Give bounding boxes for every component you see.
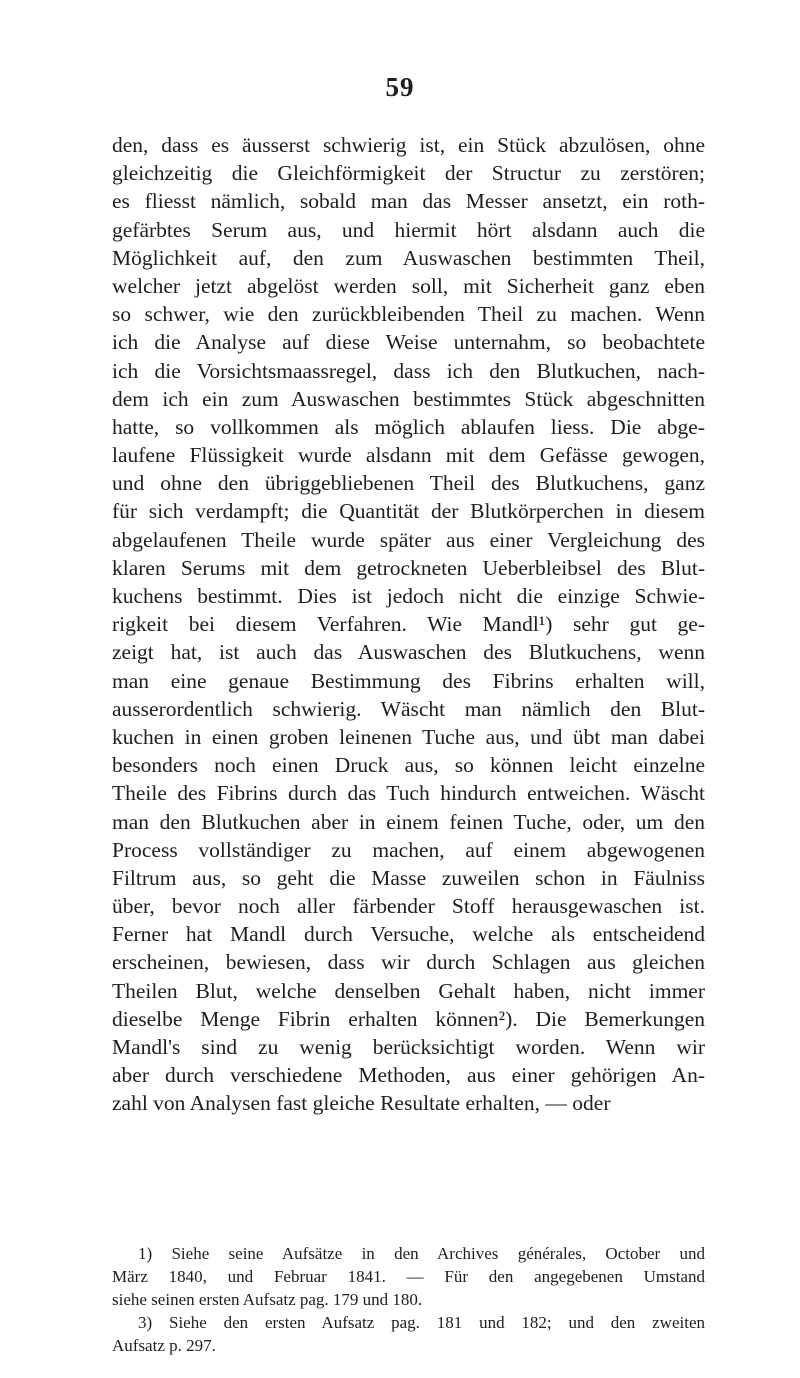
text-line: Filtrum aus, so geht die Masse zuweilen schon in Fäulniss	[112, 865, 705, 890]
text-line: klaren Serums mit dem getrockneten Ueberbleibsel des Blut-	[112, 555, 705, 580]
text-line: ich die Analyse auf diese Weise unternahm, so beobachtete	[112, 330, 705, 355]
text-line: dem ich ein zum Auswaschen bestimmtes Stück abgeschnitten	[112, 386, 705, 411]
text-line: es fliesst nämlich, sobald man das Messer ansetzt, ein roth-	[112, 189, 705, 214]
text-line: und ohne den übriggebliebenen Theil des Blutkuchens, ganz	[112, 471, 705, 496]
text-line: gefärbtes Serum aus, und hiermit hört alsdann auch die	[112, 217, 705, 242]
text-line: welcher jetzt abgelöst werden soll, mit Sicherheit ganz eben	[112, 273, 705, 298]
text-line: Möglichkeit auf, den zum Auswaschen bestimmten Theil,	[112, 245, 705, 270]
text-line: Theile des Fibrins durch das Tuch hindurch entweichen. Wäscht	[112, 781, 705, 806]
text-line: Theilen Blut, welche denselben Gehalt haben, nicht immer	[112, 978, 705, 1003]
text-line: Mandl's sind zu wenig berücksichtigt worden. Wenn wir	[112, 1035, 705, 1059]
text-line: hatte, so vollkommen als möglich ablaufen liess. Die abge-	[112, 414, 705, 439]
text-line: für sich verdampft; die Quantität der Blutkörperchen in diesem	[112, 499, 705, 524]
footnote-line: Aufsatz p. 297.	[112, 1336, 216, 1355]
text-line: dieselbe Menge Fibrin erhalten können²). Die Bemerkungen	[112, 1006, 705, 1031]
text-line: abgelaufenen Theile wurde später aus einer Vergleichung des	[112, 527, 705, 552]
text-line: kuchen in einen groben leinenen Tuche aus, und übt man dabei	[112, 724, 705, 749]
footnote-line: siehe seinen ersten Aufsatz pag. 179 und 180.	[112, 1290, 423, 1309]
text-line: besonders noch einen Druck aus, so können leicht einzelne	[112, 753, 705, 778]
body-text	[112, 131, 705, 1118]
text-line: ich die Vorsichtsmaassregel, dass ich den Blutkuchen, nach-	[112, 358, 705, 383]
text-line: zeigt hat, ist auch das Auswaschen des Blutkuchens, wenn	[112, 640, 705, 665]
text-line: so schwer, wie den zurückbleibenden Theil zu machen. Wenn	[112, 302, 705, 327]
footnotes	[112, 1242, 705, 1357]
page-number: 59	[385, 72, 415, 102]
text-line: über, bevor noch aller färbender Stoff herausgewaschen ist.	[112, 894, 705, 919]
text-line: aber durch verschiedene Methoden, aus einer gehörigen An-	[112, 1063, 705, 1088]
text-line: man den Blutkuchen aber in einem feinen Tuche, oder, um den	[112, 809, 705, 834]
text-line: rigkeit bei diesem Verfahren. Wie Mandl¹) sehr gut ge-	[112, 612, 705, 637]
footnote-line: 3) Siehe den ersten Aufsatz pag. 181 und 182; und den zweiten	[138, 1313, 705, 1332]
text-line: Ferner hat Mandl durch Versuche, welche als entscheidend	[112, 922, 705, 947]
footnote-line: 1) Siehe seine Aufsätze in den Archives générales, October und	[138, 1244, 705, 1263]
footnote-line: März 1840, und Februar 1841. — Für den angegebenen Umstand	[112, 1267, 705, 1286]
text-line: man eine genaue Bestimmung des Fibrins erhalten will,	[112, 668, 705, 693]
text-line: ausserordentlich schwierig. Wäscht man nämlich den Blut-	[112, 696, 705, 721]
text-line: zahl von Analysen fast gleiche Resultate erhalten, — oder	[112, 1091, 611, 1116]
text-line: kuchens bestimmt. Dies ist jedoch nicht die einzige Schwie-	[112, 584, 705, 608]
text-line: laufene Flüssigkeit wurde alsdann mit dem Gefässe gewogen,	[112, 443, 705, 468]
text-line: den, dass es äusserst schwierig ist, ein Stück abzulösen, ohne	[112, 133, 705, 157]
text-line: gleichzeitig die Gleichförmigkeit der Structur zu zerstören;	[112, 161, 705, 186]
text-line: Process vollständiger zu machen, auf einem abgewogenen	[112, 837, 705, 862]
text-line: erscheinen, bewiesen, dass wir durch Schlagen aus gleichen	[112, 950, 705, 975]
